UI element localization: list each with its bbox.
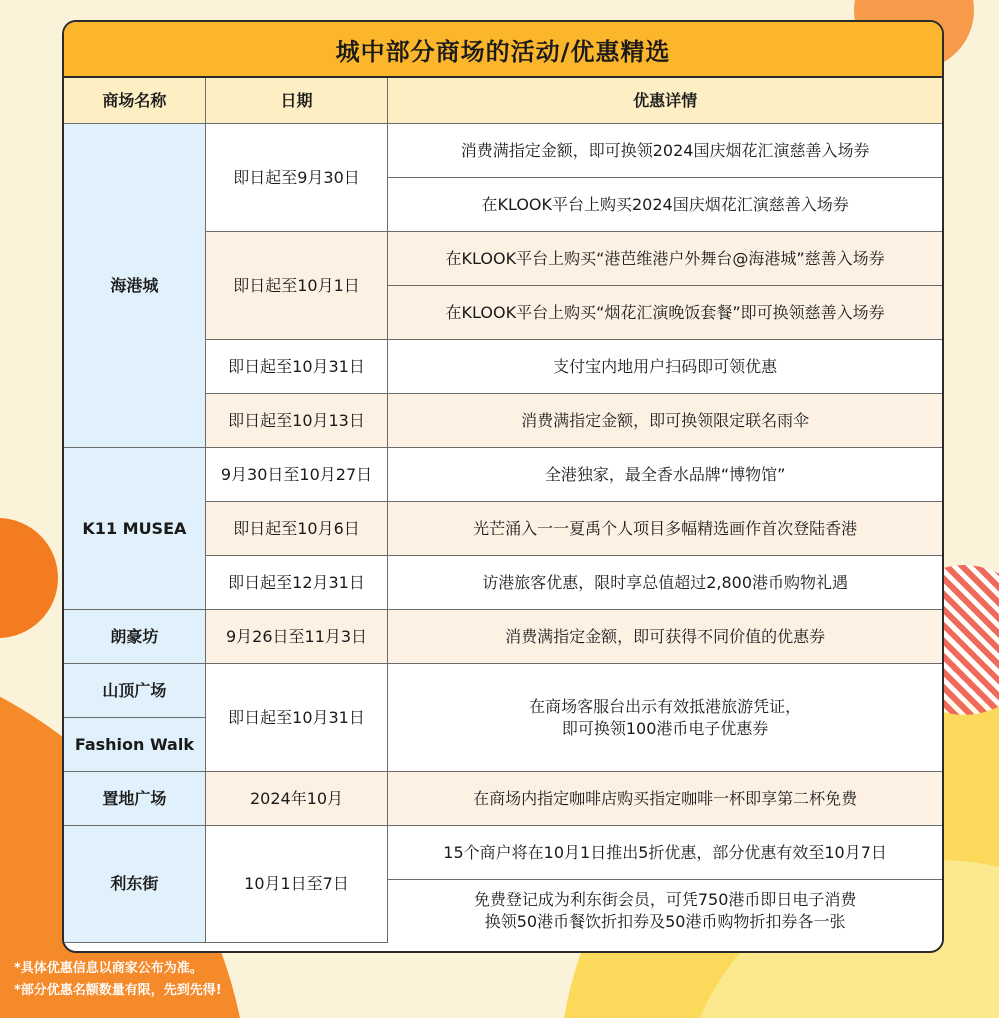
date-cell: 即日起至10月31日: [205, 340, 387, 394]
store-cell: 利东街: [64, 826, 205, 943]
date-cell: 即日起至10月1日: [205, 232, 387, 340]
promotion-table-card: [62, 20, 944, 953]
date-cell: 即日起至10月13日: [205, 394, 387, 448]
detail-cell: 支付宝内地用户扫码即可领优惠: [388, 340, 942, 394]
detail-cell: [388, 880, 942, 943]
detail-cell: 消费满指定金额，即可获得不同价值的优惠券: [388, 610, 942, 664]
date-cell: 即日起至10月31日: [205, 664, 387, 772]
store-cell: 海港城: [64, 124, 205, 448]
promotion-table: [64, 78, 942, 943]
table-row: [64, 664, 942, 718]
detail-cell: 在KLOOK平台上购买2024国庆烟花汇演慈善入场券: [388, 178, 942, 232]
store-cell: Fashion Walk: [64, 718, 205, 772]
table-row: [64, 826, 942, 880]
detail-line: 即可换领100港币电子优惠券: [561, 718, 769, 738]
date-cell: 即日起至10月6日: [205, 502, 387, 556]
detail-cell: 在KLOOK平台上购买“烟花汇演晚饭套餐”即可换领慈善入场券: [388, 286, 942, 340]
date-cell: 9月30日至10月27日: [205, 448, 387, 502]
store-cell: 朗豪坊: [64, 610, 205, 664]
date-cell: 即日起至9月30日: [205, 124, 387, 232]
detail-cell: 消费满指定金额，即可换领限定联名雨伞: [388, 394, 942, 448]
detail-cell: 15个商户将在10月1日推出5折优惠，部分优惠有效至10月7日: [388, 826, 942, 880]
detail-line: 免费登记成为利东街会员，可凭750港币即日电子消费: [473, 890, 857, 910]
table-row: [64, 772, 942, 826]
detail-cell: 全港独家，最全香水品牌“博物馆”: [388, 448, 942, 502]
header-store: 商场名称: [64, 78, 205, 124]
detail-cell: 在商场内指定咖啡店购买指定咖啡一杯即享第二杯免费: [388, 772, 942, 826]
store-cell: K11 MUSEA: [64, 448, 205, 610]
table-row: [64, 124, 942, 178]
date-cell: 2024年10月: [205, 772, 387, 826]
date-cell: 即日起至12月31日: [205, 556, 387, 610]
table-row: [64, 448, 942, 502]
detail-cell: 光芒涌入一一夏禹个人项目多幅精选画作首次登陆香港: [388, 502, 942, 556]
detail-cell: 在KLOOK平台上购买“港芭维港户外舞台@海港城”慈善入场券: [388, 232, 942, 286]
date-cell: 10月1日至7日: [205, 826, 387, 943]
table-title: 城中部分商场的活动/优惠精选: [64, 22, 942, 78]
detail-cell: [388, 664, 942, 772]
footnote-line: *具体优惠信息以商家公布为准。: [14, 961, 203, 976]
table-row: [64, 610, 942, 664]
date-cell: 9月26日至11月3日: [205, 610, 387, 664]
header-date: 日期: [205, 78, 387, 124]
footnotes: [14, 958, 222, 1002]
store-cell: 置地广场: [64, 772, 205, 826]
bg-left-circle: [0, 518, 58, 638]
detail-cell: 消费满指定金额，即可换领2024国庆烟花汇演慈善入场券: [388, 124, 942, 178]
footnote-line: *部分优惠名额数量有限，先到先得!: [14, 983, 222, 998]
detail-cell: 访港旅客优惠，限时享总值超过2,800港币购物礼遇: [388, 556, 942, 610]
table-header-row: [64, 78, 942, 124]
detail-line: 在商场客服台出示有效抵港旅游凭证，: [529, 696, 802, 716]
store-cell: 山顶广场: [64, 664, 205, 718]
header-detail: 优惠详情: [388, 78, 942, 124]
detail-line: 换领50港币餐饮折扣券及50港币购物折扣券各一张: [484, 912, 846, 932]
